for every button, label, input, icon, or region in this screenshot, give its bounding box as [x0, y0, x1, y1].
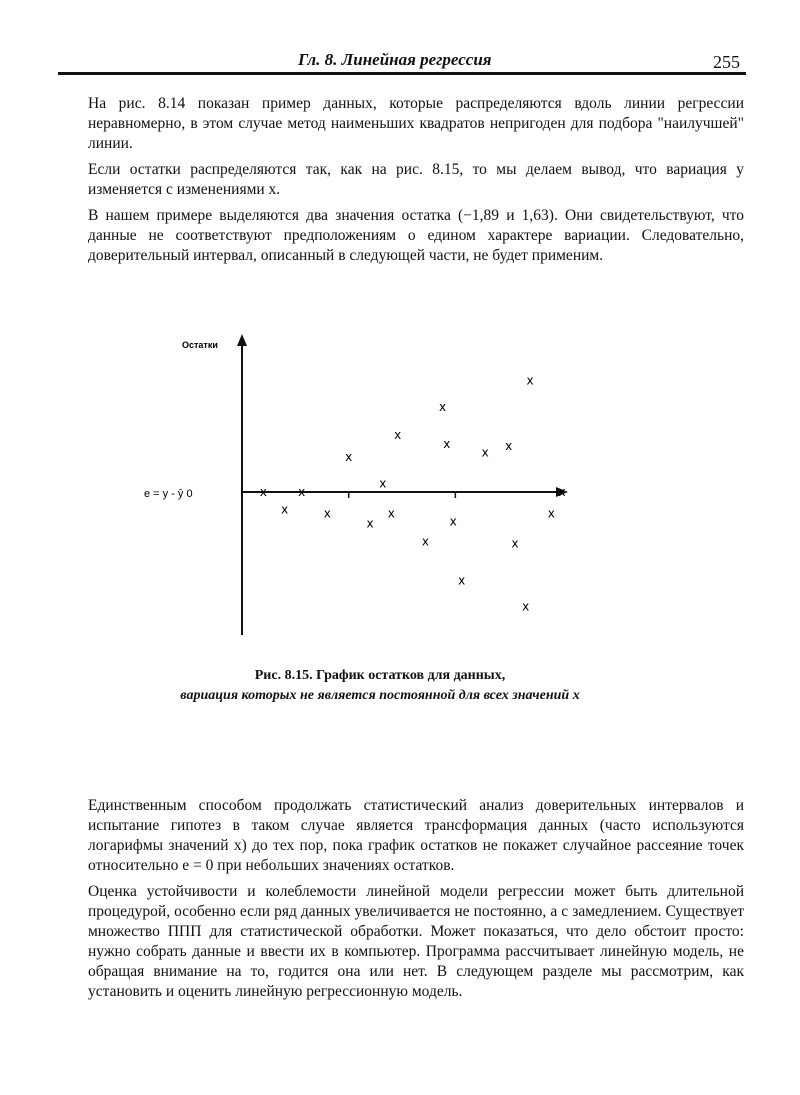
data-point: x	[449, 514, 457, 529]
data-point: x	[323, 506, 331, 521]
y-axis-label: Остатки	[182, 340, 218, 350]
data-point: x	[387, 506, 395, 521]
data-point: x	[443, 436, 451, 451]
paragraph-2: Если остатки распределяются так, как на рис. 8.15, то мы делаем вывод, что вариация y изменяется с изменениями x.	[88, 161, 744, 198]
paragraph-3: В нашем примере выделяются два значения остатка (−1,89 и 1,63). Они свидетельствуют, что данные не соответствуют предположениям о едином характере вариации. Следовательно, доверительный интервал, описанный в следующей части, не будет применим.	[88, 207, 744, 264]
data-point: x	[522, 599, 530, 614]
y-axis-arrow	[237, 334, 247, 346]
data-point: x	[379, 476, 387, 491]
data-point: x	[394, 428, 402, 443]
paragraph-5: Оценка устойчивости и колеблемости линейной модели регрессии может быть длительной процедурой, особенно если ряд данных увеличивается не постоянно, а с замедлением. Существует множество ППП для статистической обработки. Может показаться, что дело обстоит просто: нужно собрать данные и ввести их в компьютер. Программа рассчитывает линейную модель, не обращая внимание на то, годится она или нет. В следующем разделе мы рассмотрим, как установить и оценить линейную регрессионную модель.	[88, 883, 744, 1000]
bottom-text-block	[88, 796, 744, 1008]
data-point: x	[558, 485, 566, 499]
page-number: 255	[713, 52, 740, 72]
caption-line-2: вариация которых не является постоянной для всех значений x	[180, 688, 580, 703]
top-text-block	[88, 94, 744, 272]
data-point: x	[438, 399, 447, 414]
residual-plot-svg	[130, 330, 630, 650]
figure-caption	[120, 666, 640, 706]
data-point: x	[345, 450, 353, 465]
data-point: x	[366, 516, 374, 531]
data-point: x	[259, 485, 267, 499]
running-title: Гл. 8. Линейная регрессия	[298, 50, 492, 69]
residual-plot	[130, 330, 630, 650]
paragraph-4: Единственным способом продолжать статистический анализ доверительных интервалов и испытание гипотез в таком случае является трансформация данных (часто используются логарифмы значений x) до тех пор, пока график остатков не покажет случайное рассеяние точек относительно e = 0 при небольших значениях остатков.	[88, 797, 744, 874]
data-point: x	[298, 485, 306, 499]
data-point: x	[526, 373, 534, 388]
data-point: x	[421, 534, 430, 549]
caption-line-1: Рис. 8.15. График остатков для данных,	[254, 668, 506, 683]
paragraph-1: На рис. 8.14 показан пример данных, которые распределяются вдоль линии регрессии неравномерно, в этом случае метод наименьших квадратов непригоден для подбора "наилучшей" линии.	[88, 95, 744, 152]
data-point: x	[281, 502, 289, 517]
zero-label: e = y - ŷ 0	[144, 488, 193, 500]
data-point: x	[458, 573, 466, 588]
data-point: x	[505, 439, 513, 454]
running-head	[58, 50, 746, 72]
data-points	[260, 374, 566, 614]
data-point: x	[547, 506, 555, 521]
data-point: x	[481, 445, 489, 460]
data-point: x	[511, 536, 519, 551]
header-rule	[58, 72, 746, 75]
